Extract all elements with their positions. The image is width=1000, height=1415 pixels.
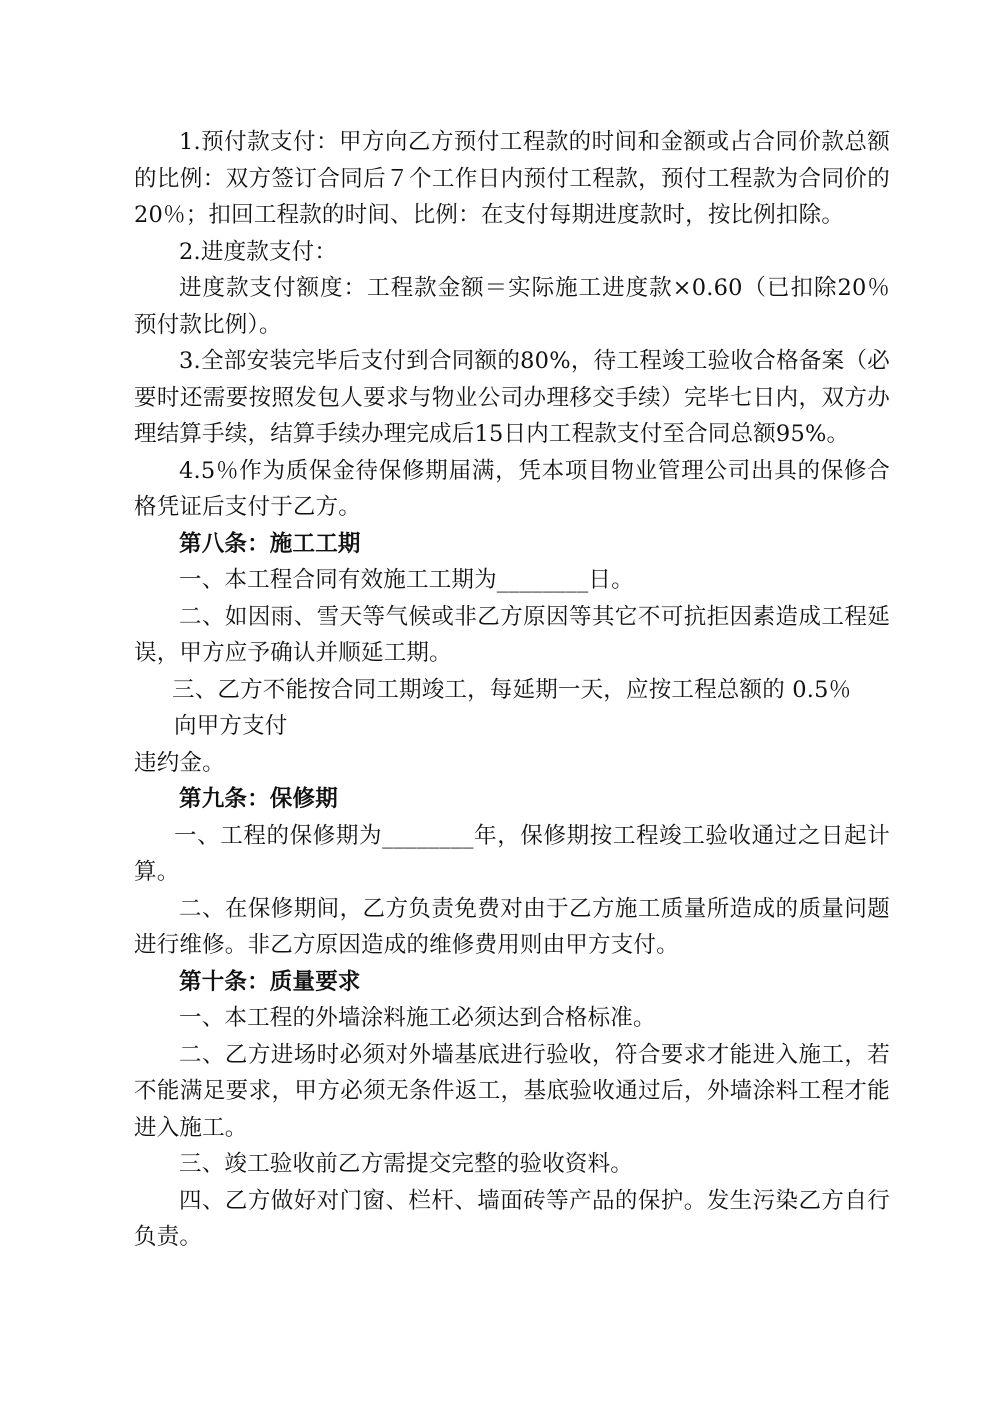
article-8-item-3-line-3: 违约金。 [134,749,225,776]
article-10-heading: 第十条：质量要求 [179,968,361,995]
article-10-item-4: 四、乙方做好对门窗、栏杆、墙面砖等产品的保护。发生污染乙方自行负责。 [134,1187,890,1250]
document-body [134,124,890,1256]
article-8-item-3-line-1: 三、乙方不能按合同工期竣工，每延期一天，应按工程总额的 0.5％ [172,676,852,703]
clause-progress-payment-amount: 进度款支付额度：工程款金额＝实际施工进度款×0.60（已扣除20％预付款比例）。 [134,275,890,338]
article-8-item-3-line-2: 向甲方支付 [174,713,288,739]
article-9-item-2: 二、在保修期间，乙方负责免费对由于乙方施工质量所造成的质量问题进行维修。非乙方原因造成的维修费用则由甲方支付。 [134,895,890,958]
article-10-item-1: 一、本工程的外墙涂料施工必须达到合格标准。 [179,1005,656,1031]
article-10-item-2: 二、乙方进场时必须对外墙基底进行验收，符合要求才能进入施工，若不能满足要求，甲方必须无条件返工，基底验收通过后，外墙涂料工程才能进入施工。 [134,1041,890,1141]
article-8-heading: 第八条：施工工期 [179,530,361,557]
clause-prepayment: 1.预付款支付：甲方向乙方预付工程款的时间和金额或占合同价款总额的比例：双方签订合同后７个工作日内预付工程款，预付工程款为合同价的20％；扣回工程款的时间、比例：在支付每期进度款时，按比例扣除。 [134,129,890,228]
clause-retention: 4.5％作为质保金待保修期届满，凭本项目物业管理公司出具的保修合格凭证后支付于乙方。 [134,457,890,520]
article-8-item-2: 二、如因雨、雪天等气候或非乙方原因等其它不可抗拒因素造成工程延误，甲方应予确认并顺延工期。 [134,603,890,666]
clause-progress-payment-heading: 2.进度款支付： [179,238,338,265]
article-8-item-1: 一、本工程合同有效施工工期为________日。 [179,567,634,593]
article-10-item-3: 三、竣工验收前乙方需提交完整的验收资料。 [179,1151,634,1177]
clause-completion-payment: 3.全部安装完毕后支付到合同额的80%，待工程竣工验收合格备案（必要时还需要按照发包人要求与物业公司办理移交手续）完毕七日内，双方办理结算手续，结算手续办理完成后15日内工程款支付至合同总额95%。 [134,348,890,447]
article-9-heading: 第九条：保修期 [179,786,338,812]
article-9-item-1: 一、工程的保修期为________年，保修期按工程竣工验收通过之日起计算。 [134,822,890,885]
